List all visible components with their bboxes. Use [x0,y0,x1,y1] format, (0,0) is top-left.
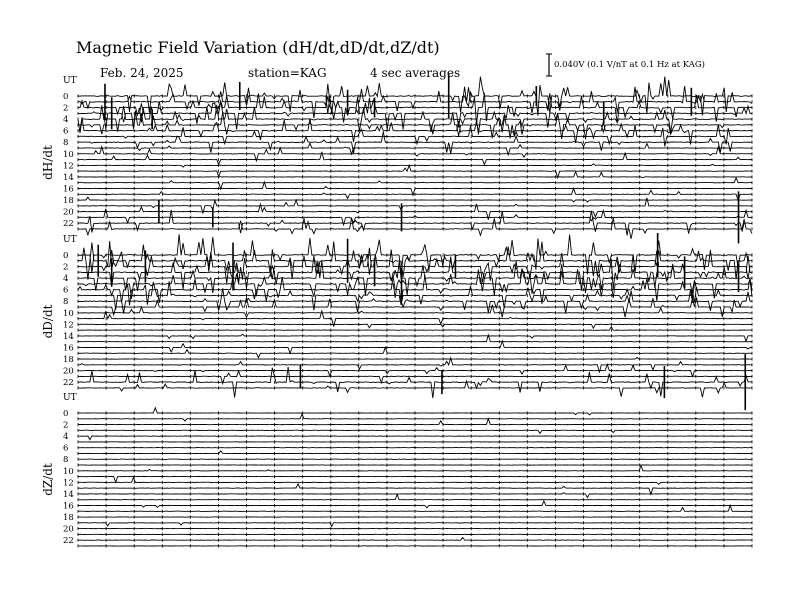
panel-3-hour-label-8: 8 [63,455,69,466]
panel-3-hour-label-22: 22 [63,536,74,547]
panel-3-hour-label-6: 6 [63,443,69,454]
averaging-label: 4 sec averages [370,66,461,80]
panel-1-hour-label-2: 2 [63,103,69,114]
panel-1-hour-label-16: 16 [63,184,74,195]
panel-2-hour-label-14: 14 [63,331,74,342]
panel-2-hour-label-8: 8 [63,297,69,308]
panel-2-hour-label-0: 0 [63,251,69,261]
panel-1-hour-label-18: 18 [63,196,74,207]
panel-2-hour-label-22: 22 [63,378,74,389]
panel-2-hour-label-16: 16 [63,343,74,354]
panel-2-hour-label-2: 2 [63,262,69,273]
panel-2-hour-label-6: 6 [63,285,69,296]
panel-1-hour-label-20: 20 [63,207,74,218]
panel-2-hour-label-10: 10 [63,308,74,319]
panel-3-hour-label-18: 18 [63,513,74,524]
panel-1-ylabel: dH/dt [41,145,55,180]
panel-3-hour-label-10: 10 [63,466,74,477]
panel-1-hour-label-8: 8 [63,138,69,149]
chart-title: Magnetic Field Variation (dH/dt,dD/dt,dZ/dt) [76,38,440,57]
panel-2-ylabel: dD/dt [41,304,55,339]
station-label: station=KAG [248,66,327,80]
panel-1-hour-label-0: 0 [63,92,69,102]
panel-1-hour-label-4: 4 [63,115,69,126]
panel-1-hour-label-12: 12 [63,161,74,172]
panel-1-hour-label-22: 22 [63,219,74,230]
panel-3-hour-label-16: 16 [63,501,74,512]
panel-2-hour-label-12: 12 [63,320,74,331]
panel-1-ut-label: UT [63,76,77,86]
panel-3-hour-label-12: 12 [63,478,74,489]
scale-bar-label: 0.040V (0.1 V/nT at 0.1 Hz at KAG) [554,60,705,70]
panel-2-ut-label: UT [63,235,77,245]
panel-3-hour-label-14: 14 [63,489,74,500]
panel-2-hour-label-20: 20 [63,366,74,377]
date-label: Feb. 24, 2025 [100,66,184,80]
panel-3-ylabel: dZ/dt [41,463,55,496]
panel-3-ut-label: UT [63,393,77,403]
panel-1-hour-label-10: 10 [63,149,74,160]
panel-3-hour-label-2: 2 [63,420,69,431]
panel-1-hour-label-6: 6 [63,126,69,137]
panel-3-hour-label-20: 20 [63,524,74,535]
panel-3-hour-label-4: 4 [63,432,69,443]
panel-1-hour-label-14: 14 [63,172,74,183]
panel-3-hour-label-0: 0 [63,409,69,419]
panel-2-hour-label-18: 18 [63,355,74,366]
panel-2-hour-label-4: 4 [63,274,69,285]
